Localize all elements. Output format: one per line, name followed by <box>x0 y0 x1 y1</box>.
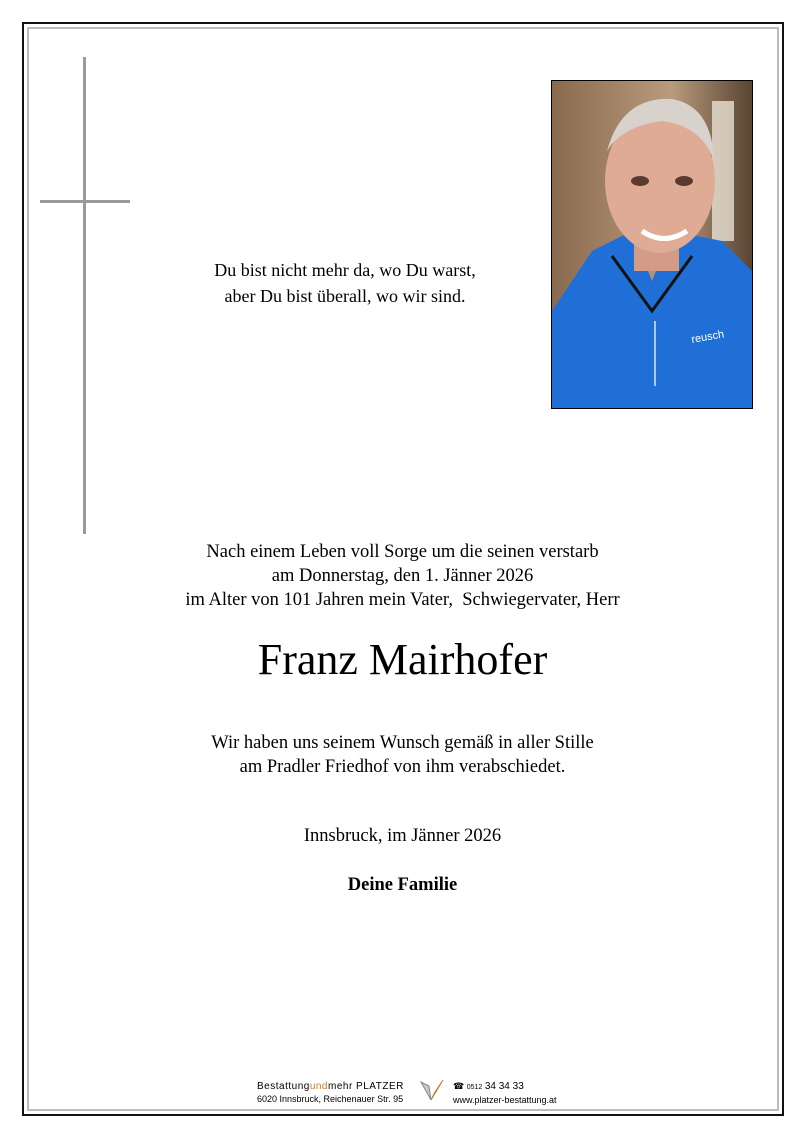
phone-icon: ☎ <box>453 1081 465 1091</box>
quote-line: aber Du bist überall, wo wir sind. <box>224 286 466 306</box>
announcement-line: Nach einem Leben voll Sorge um die seinen verstarb <box>206 542 599 562</box>
death-announcement <box>30 540 775 612</box>
butterfly-logo-icon <box>417 1078 445 1104</box>
farewell-line: am Pradler Friedhof von ihm verabschiedet. <box>239 757 566 777</box>
website-link[interactable]: www.platzer-bestattung.at <box>453 1095 557 1105</box>
announcement-line: am Donnerstag, den 1. Jänner 2026 <box>271 566 534 586</box>
phone-number: 34 34 33 <box>484 1081 524 1092</box>
memorial-quote <box>150 257 540 309</box>
cross-icon <box>83 57 86 534</box>
farewell-line: Wir haben uns seinem Wunsch gemäß in aller Stille <box>211 733 594 753</box>
place-date: Innsbruck, im Jänner 2026 <box>303 826 502 846</box>
brand-text: und <box>309 1081 328 1092</box>
deceased-name: Franz Mairhofer <box>257 635 548 684</box>
farewell-text <box>30 731 775 779</box>
announcement-line: im Alter von 101 Jahren mein Vater, Schwiegervater, Herr <box>185 590 620 610</box>
svg-text:reusch: reusch <box>690 328 726 346</box>
brand-text: mehr PLATZER <box>328 1081 404 1092</box>
phone-prefix: 0512 <box>466 1084 483 1091</box>
signoff: Deine Familie <box>347 875 458 895</box>
funeral-home-address: 6020 Innsbruck, Reichenauer Str. 95 <box>257 1094 404 1104</box>
cross-icon-bar <box>40 200 130 203</box>
funeral-home-brand <box>257 1080 404 1093</box>
portrait-photo <box>551 80 753 409</box>
quote-line: Du bist nicht mehr da, wo Du warst, <box>214 260 476 280</box>
phone[interactable] <box>453 1080 557 1094</box>
brand-text: Bestattung <box>257 1081 310 1092</box>
